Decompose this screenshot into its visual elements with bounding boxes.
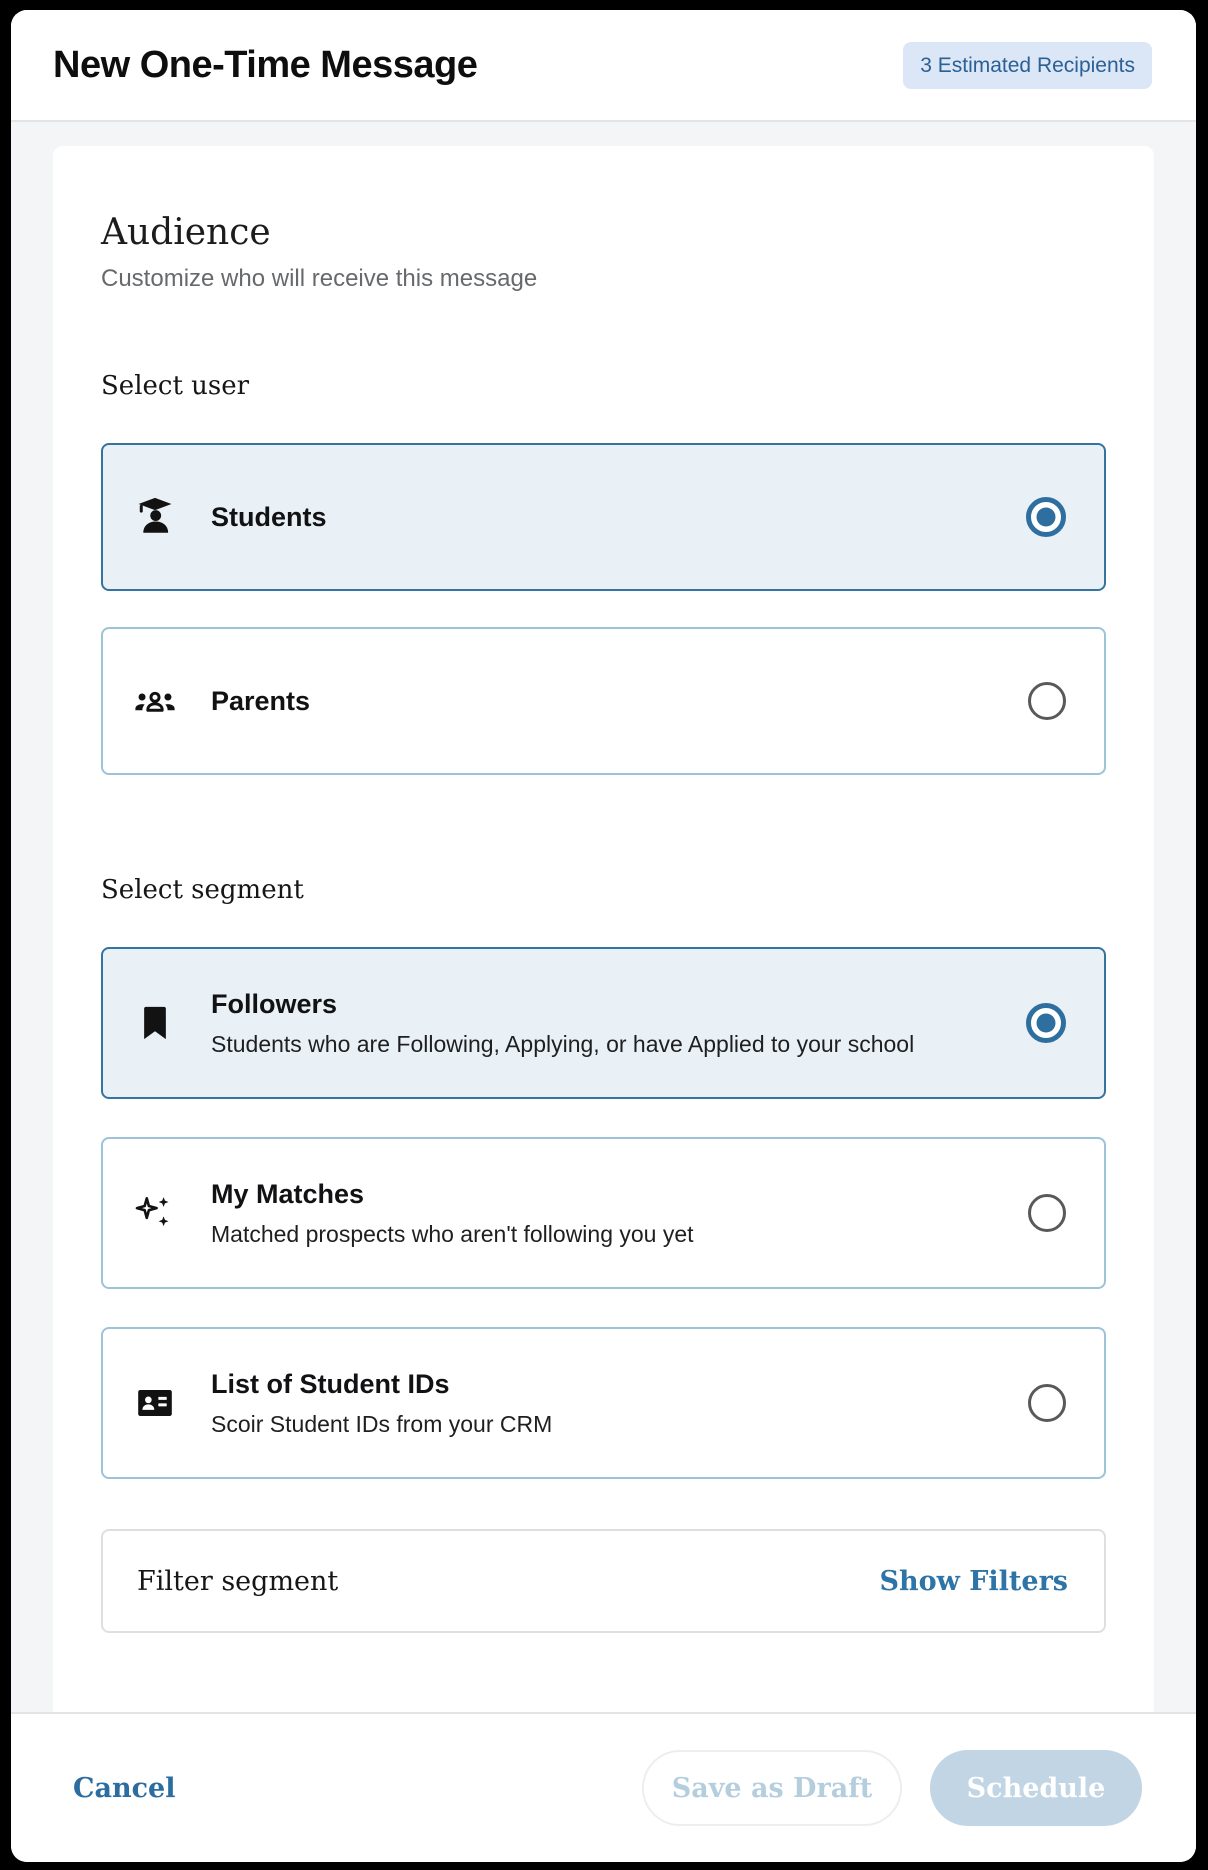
segment-option-description: Students who are Following, Applying, or have Applied to your school bbox=[211, 1030, 915, 1057]
footer-actions bbox=[642, 1750, 1142, 1826]
students-radio[interactable] bbox=[1026, 497, 1066, 537]
segment-option-label: My Matches bbox=[211, 1178, 365, 1209]
filter-segment-label: Filter segment bbox=[137, 1565, 339, 1597]
parents-icon bbox=[133, 679, 177, 723]
segment-option-label: List of Student IDs bbox=[211, 1368, 450, 1399]
show-filters-button[interactable]: Show Filters bbox=[879, 1565, 1068, 1597]
save-as-draft-button[interactable]: Save as Draft bbox=[642, 1750, 902, 1826]
audience-section-subtitle: Customize who will receive this message bbox=[101, 265, 538, 292]
modal-footer bbox=[11, 1712, 1196, 1862]
audience-section-title: Audience bbox=[101, 212, 271, 253]
new-message-modal bbox=[11, 10, 1196, 1862]
audience-card bbox=[53, 146, 1154, 1712]
id-card-icon bbox=[133, 1381, 177, 1425]
segment-option-followers[interactable] bbox=[101, 947, 1106, 1099]
schedule-button[interactable]: Schedule bbox=[930, 1750, 1142, 1826]
followers-radio[interactable] bbox=[1026, 1003, 1066, 1043]
segment-option-description: Matched prospects who aren't following you yet bbox=[211, 1220, 694, 1247]
cancel-button[interactable]: Cancel bbox=[73, 1772, 176, 1804]
bookmark-icon bbox=[133, 1001, 177, 1045]
user-option-students[interactable] bbox=[101, 443, 1106, 591]
estimated-recipients-badge: 3 Estimated Recipients bbox=[903, 42, 1152, 89]
filter-segment-row bbox=[101, 1529, 1106, 1633]
segment-option-description: Scoir Student IDs from your CRM bbox=[211, 1410, 553, 1437]
user-option-label: Parents bbox=[211, 685, 311, 716]
segment-option-my-matches[interactable] bbox=[101, 1137, 1106, 1289]
user-option-parents[interactable] bbox=[101, 627, 1106, 775]
select-user-label: Select user bbox=[101, 371, 250, 401]
segment-option-student-ids[interactable] bbox=[101, 1327, 1106, 1479]
modal-body bbox=[11, 122, 1196, 1712]
student-ids-radio[interactable] bbox=[1028, 1384, 1066, 1422]
user-option-label: Students bbox=[211, 501, 327, 532]
sparkles-icon bbox=[133, 1191, 177, 1235]
parents-radio[interactable] bbox=[1028, 682, 1066, 720]
select-segment-label: Select segment bbox=[101, 875, 304, 905]
modal-header bbox=[11, 10, 1196, 122]
segment-option-label: Followers bbox=[211, 988, 338, 1019]
student-icon bbox=[133, 495, 177, 539]
my-matches-radio[interactable] bbox=[1028, 1194, 1066, 1232]
page-title: New One-Time Message bbox=[53, 43, 478, 86]
